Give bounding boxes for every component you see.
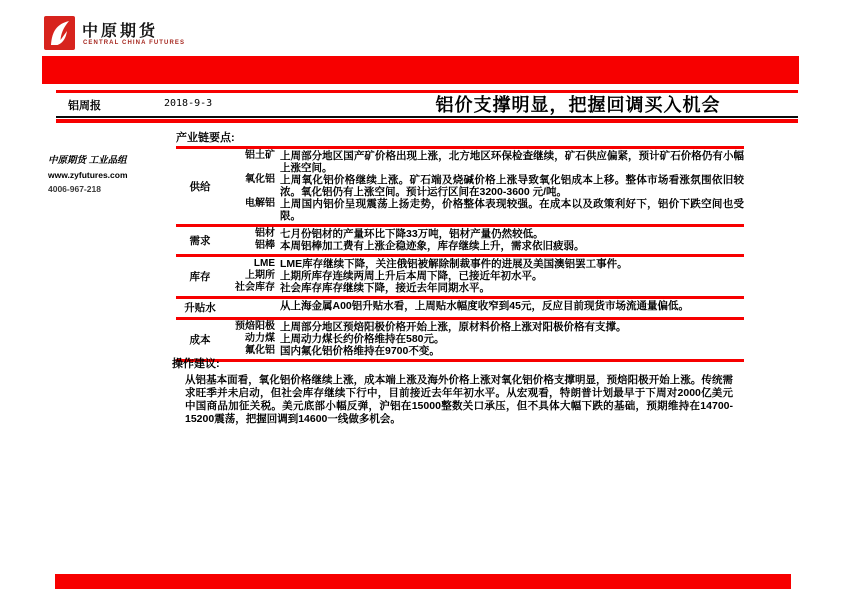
row-text: 上周部分地区预焙阳极价格开始上涨，原材料价格上涨对阳极价格有支撑。 xyxy=(280,321,627,333)
table-row xyxy=(224,240,744,252)
row-sublabel: 动力煤 xyxy=(245,333,275,344)
row-sublabel: 预焙阳极 xyxy=(235,321,275,332)
row-text: 上周部分地区国产矿价格出现上涨，北方地区环保检查继续，矿石供应偏紧，预计矿石价格仍有小幅上涨空间。 xyxy=(280,150,744,174)
row-text: 上周动力煤长约价格维持在580元。 xyxy=(280,333,445,345)
contact-website: www.zyfutures.com xyxy=(48,170,128,180)
section-label: 需求 xyxy=(189,234,211,247)
section-inventory xyxy=(176,257,744,299)
table-row xyxy=(224,282,744,294)
row-text: 上周氧化铝价格继续上涨。矿石端及烧碱价格上涨导致氧化铝成本上移。整体市场看涨氛围依旧较浓。氧化铝仍有上涨空间。预计运行区间在3200-3600 元/吨。 xyxy=(280,174,744,198)
header-bottom-rule xyxy=(56,119,798,123)
table-row xyxy=(224,174,744,198)
section-label: 供给 xyxy=(189,180,211,193)
header-black-rule xyxy=(56,116,798,118)
row-sublabel: 社会库存 xyxy=(235,282,275,293)
red-banner xyxy=(42,56,799,84)
row-text: 社会库存库存继续下降，接近去年同期水平。 xyxy=(280,282,490,294)
brand-logo-icon xyxy=(44,16,75,50)
row-text: 国内氟化铝价格维持在9700不变。 xyxy=(280,345,440,357)
report-date: 2018-9-3 xyxy=(164,98,213,109)
summary-heading: 产业链要点: xyxy=(176,132,235,144)
section-label: 升贴水 xyxy=(184,302,216,314)
brand-subtitle: CENTRAL CHINA FUTURES xyxy=(83,40,186,46)
row-sublabel: 铝材 xyxy=(255,228,275,239)
contact-team: 中原期货 工业品组 xyxy=(48,155,127,166)
table-row xyxy=(224,258,744,270)
row-text: 七月份铝材的产量环比下降33万吨，铝材产量仍然较低。 xyxy=(280,228,544,240)
row-text: LME库存继续下降，关注俄铝被解除制裁事件的进展及美国澳铝罢工事件。 xyxy=(280,258,628,270)
section-label: 成本 xyxy=(189,333,211,346)
contact-block xyxy=(48,152,128,194)
page-title: 铝价支撑明显，把握回调买入机会 xyxy=(435,95,721,115)
row-sublabel: 上期所 xyxy=(245,270,275,281)
advice-heading: 操作建议: xyxy=(172,358,220,370)
row-text: 本周铝棒加工费有上涨企稳迹象，库存继续上升，需求依旧疲弱。 xyxy=(280,240,585,252)
advice-block xyxy=(172,355,752,426)
row-sublabel: 电解铝 xyxy=(245,198,275,209)
table-row xyxy=(224,198,744,222)
table-row xyxy=(224,270,744,282)
section-premium xyxy=(176,299,744,320)
row-sublabel: 铝土矿 xyxy=(245,150,275,161)
table-row xyxy=(224,228,744,240)
table-row xyxy=(224,150,744,174)
row-sublabel xyxy=(224,300,280,312)
footer-red-bar xyxy=(55,574,791,589)
row-sublabel: 氟化铝 xyxy=(245,345,275,356)
row-text: 从上海金属A00铝升贴水看，上周贴水幅度收窄到45元，反应目前现货市场流通量偏低。 xyxy=(280,300,689,312)
row-text: 上周国内铝价呈现震荡上扬走势，价格整体表现较强。在成本以及政策利好下，铝价下跌空间也受限。 xyxy=(280,198,744,222)
row-sublabel: 铝棒 xyxy=(255,240,275,251)
table-row xyxy=(224,333,744,345)
section-supply xyxy=(176,149,744,227)
brand-name: 中原期货 xyxy=(82,23,159,40)
advice-text: 从铝基本面看，氧化铝价格继续上涨，成本端上涨及海外价格上涨对氧化铝价格支撑明显，预焙阳极开始上涨。传统需求旺季并未启动，但社会库存继续下行中，目前接近去年年初水平。从宏观看，特朗普计划最早于下周对2000亿美元中国商品加征关税。美元底部小幅反弹，沪铝在15000整数关口承压，但不具体大幅下跌的基础，预期维持在14700-15200震荡，把握回调到14600一线做多机会。 xyxy=(185,374,733,425)
summary-table xyxy=(176,129,744,362)
table-row xyxy=(224,300,744,312)
table-row xyxy=(224,321,744,333)
row-text: 上期所库存连续两周上升后本周下降，已接近年初水平。 xyxy=(280,270,543,282)
report-type-label: 铝周报 xyxy=(68,100,101,112)
row-sublabel: LME xyxy=(253,258,275,269)
section-demand xyxy=(176,227,744,257)
section-label: 库存 xyxy=(189,270,211,283)
row-sublabel: 氧化铝 xyxy=(245,174,275,185)
contact-phone: 4006-967-218 xyxy=(48,184,101,194)
